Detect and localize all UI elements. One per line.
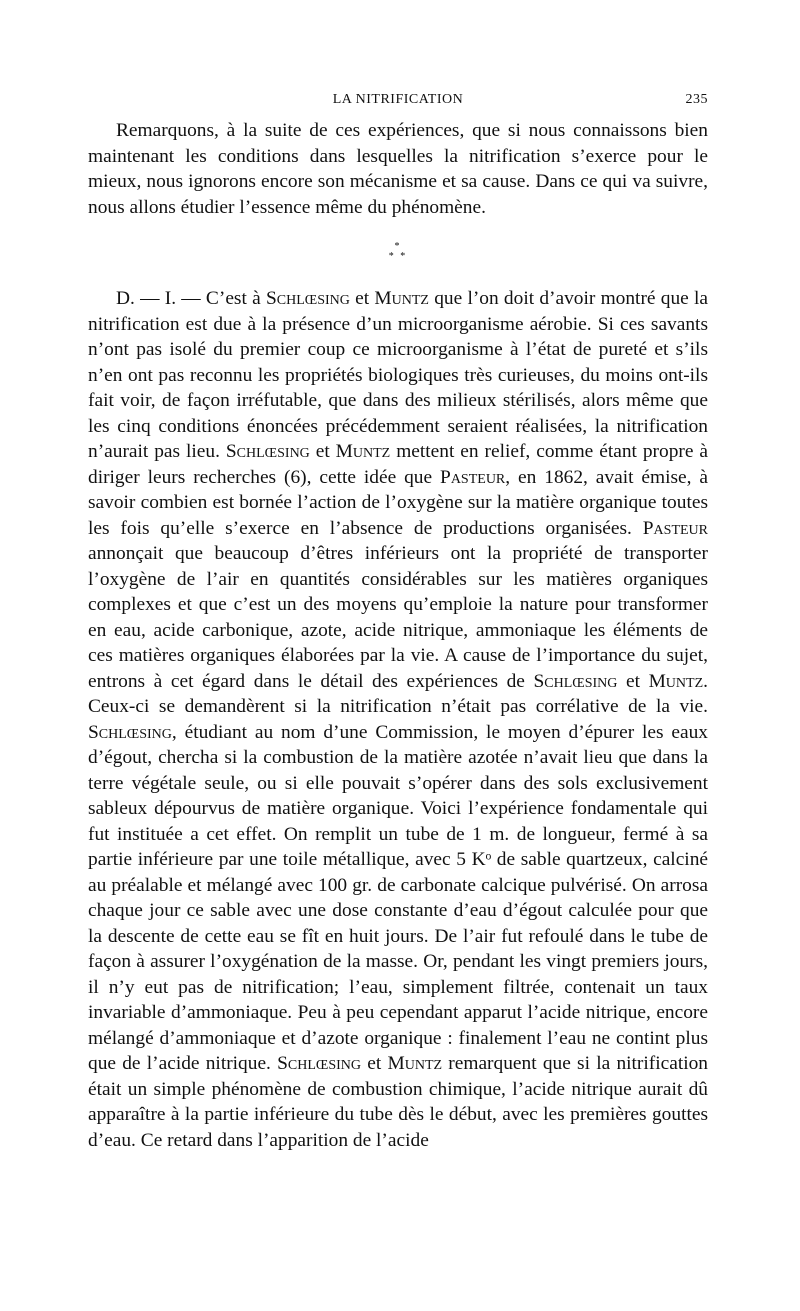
page-number: 235 — [685, 92, 708, 107]
author-name: Schlœsing — [265, 288, 350, 309]
asterism-top: * — [394, 241, 402, 252]
text-run: et — [349, 288, 375, 309]
author-name: Schlœsing — [225, 441, 310, 462]
author-name: Pasteur — [440, 466, 506, 488]
text-run: et — [617, 670, 649, 692]
text-run: et — [361, 1053, 388, 1074]
text-run: et — [309, 441, 336, 462]
text-run: , étudiant au nom d’une Commission, le moyen d’épurer les eaux d’égout, chercha si la combustion de la matière azotée n’avait lieu que dans la terre végétale seule, ou si elle pouvait s’opérer dans des sols exclusivement sableux dépourvus de matière organique. Voici l’expérience fondamentale qui fut instituée a cet effet. On remplit un tube de 1 m. de longueur, fermé à sa partie inférieure par une toile métallique, avec 5 Kᵒ de sable quartzeux, calciné au préalable et mélangé avec 100 gr. de carbonate calcique pulvérisé. On arrosa chaque jour ce sable avec une dose constante d’eau d’égout calculée pour que la descente de cette eau se fît en huit jours. De l’air fut refoulé dans le tube de façon à assurer l’oxygénation de la masse. Or, pendant les vingt premiers jours, il n’y eut pas de nitrification; l’eau, simplement filtrée, contenait un taux invariable d’ammoniaque. Peu à peu cependant apparut l’acide nitrique, encore mélangé d’ammoniaque et d’azote organique : finalement l’eau ne contint plus que de l’acide nitrique. — [88, 721, 708, 1074]
author-name: Schlœsing — [277, 1053, 362, 1074]
author-name: Muntz — [374, 288, 429, 309]
text-run: annonçait que beaucoup d’êtres inférieurs ont la propriété de transporter l’oxygène de l’air en quantités considérables sur les matières organiques complexes et que c’est un des moyens qu’emploie la nature pour transformer en eau, acide carbonique, azote, acide nitrique, ammoniaque les éléments de ces matières organiques élaborées par la vie. A cause de l’importance du sujet, entrons à cet égard dans le détail des expériences de — [88, 543, 708, 692]
author-name: Muntz — [335, 441, 391, 462]
text-run: que l’on doit d’avoir montré que la nitrification est due à la présence d’un microorganisme aérobie. Si ces savants n’ont pas isolé du premier coup ce microorganisme à l’état de pureté et s’ils n’en ont pas reconnu les propriétés biologiques très curieuses, du moins ont-ils fait voir, de façon irréfutable, que dans des milieux stérilisés, alors même que les cinq conditions énoncées précédemment seraient réalisées, la nitrification n’aurait pas lieu. — [88, 288, 708, 462]
author-name: Schlœsing — [533, 670, 618, 692]
running-title: LA NITRIFICATION — [332, 92, 464, 107]
paragraph-section-d — [88, 286, 708, 1153]
asterism-divider — [88, 242, 708, 262]
running-head — [88, 92, 708, 118]
author-name: Schlœsing — [88, 721, 172, 743]
author-name: Muntz — [387, 1053, 443, 1074]
text-run: D. — I. — C’est à — [116, 288, 266, 309]
text-run: remarquent que si la nitrification était un simple phénomène de combustion chimique, l’acide nitrique aurait dû apparaître à la partie inférieure du tube dès le début, avec les premières gouttes d’eau. Ce retard dans l’apparition de l’acide — [88, 1053, 708, 1151]
author-name: Muntz — [648, 670, 704, 692]
text-run: mettent en relief, comme étant propre à diriger leurs recherches (6), cette idée que — [88, 441, 708, 488]
author-name: Pasteur — [642, 517, 708, 539]
asterism-bottom: * * — [388, 251, 408, 262]
paragraph-intro: Remarquons, à la suite de ces expériences, que si nous connaissons bien maintenant les conditions dans lesquelles la nitrification s’exerce pour le mieux, nous ignorons encore son mécanisme et sa cause. Dans ce qui va suivre, nous allons étudier l’essence même du phénomène. — [88, 120, 708, 218]
book-page — [88, 92, 708, 1153]
text-run: . Ceux-ci se demandèrent si la nitrification n’était pas corrélative de la vie. — [88, 670, 708, 717]
text-run: , en 1862, avait émise, à savoir combien est bornée l’action de l’oxygène sur la matière organique toutes les fois qu’elle s’exerce en l’absence de productions organisées. — [88, 466, 708, 539]
